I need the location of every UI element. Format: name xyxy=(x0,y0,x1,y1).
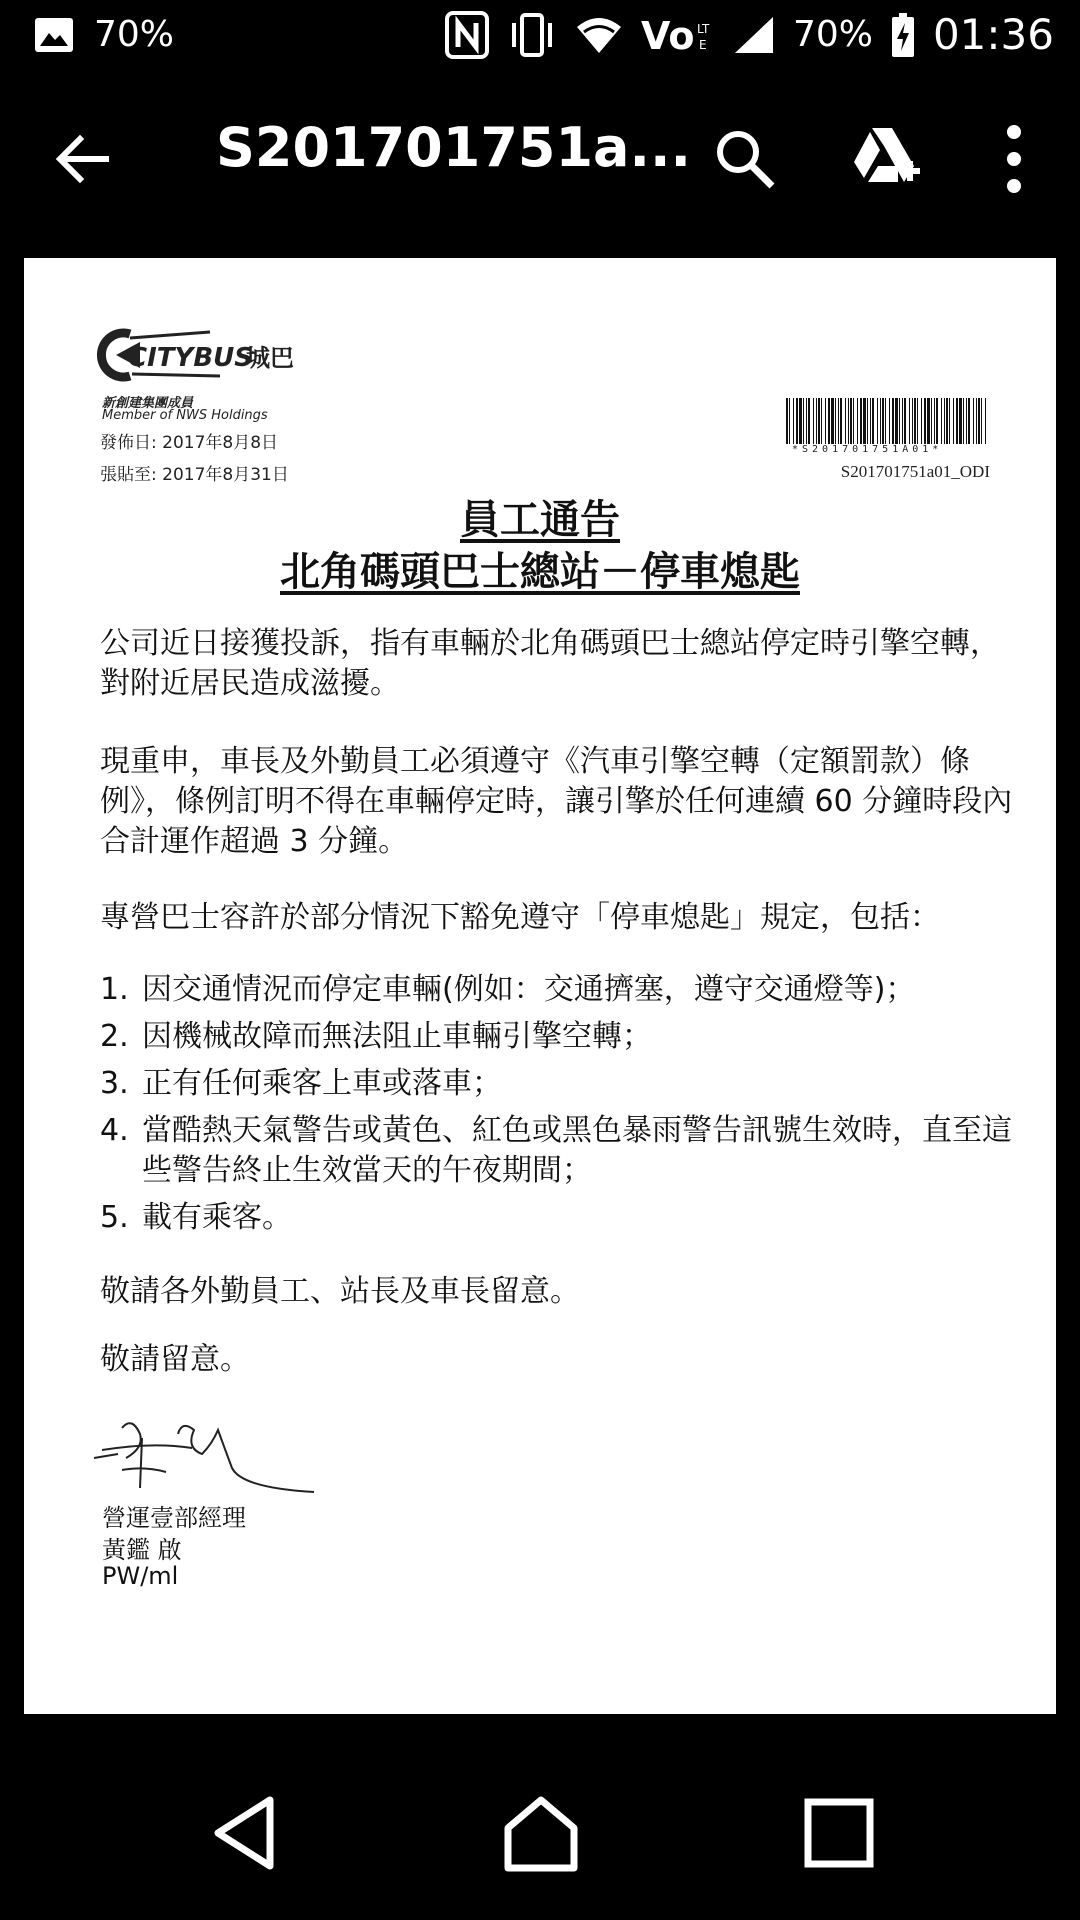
navigation-bar xyxy=(0,1752,1080,1920)
svg-text:城巴: 城巴 xyxy=(246,344,294,372)
svg-text:LT: LT xyxy=(696,21,710,36)
status-time: 01:36 xyxy=(932,10,1054,59)
status-bar-left xyxy=(34,14,174,55)
list-item: 2. 因機械故障而無法阻止車輛引擎空轉； xyxy=(100,1019,652,1054)
paragraph-regulation: 現重申，車長及外勤員工必須遵守《汽車引擎空轉（定額罰款）條例》，條例訂明不得在車輛停定時，讓引擎於任何連續 60 分鐘時段內合計運作超過 3 分鐘。 xyxy=(100,744,1013,859)
barcode-text: *S201701751A01* xyxy=(792,444,943,455)
logo-subtitle-en: Member of NWS Holdings xyxy=(102,408,268,423)
signer-name: 黃鑑 啟 xyxy=(102,1536,182,1564)
battery-percent-left: 70% xyxy=(94,14,175,55)
notice-subheading: 北角碼頭巴士總站－停車熄匙 xyxy=(280,549,800,595)
barcode xyxy=(786,398,988,444)
list-item: 4. 當酷熱天氣警告或黃色、紅色或黑色暴雨警告訊號生效時，直至這些警告終止生效當天的午夜期間； xyxy=(100,1113,1012,1188)
app-bar xyxy=(0,76,1080,236)
drive-add-icon[interactable] xyxy=(848,124,922,194)
signer-initials: PW/ml xyxy=(102,1562,179,1590)
svg-text:Vo: Vo xyxy=(640,13,695,58)
wifi-icon xyxy=(575,15,623,55)
exemption-list xyxy=(100,970,1020,1245)
signer-title: 營運壹部經理 xyxy=(102,1504,246,1532)
document-reference: S201701751a01_ODI xyxy=(840,462,990,481)
document-page[interactable] xyxy=(24,258,1056,1714)
paragraph-exemptions-intro: 專營巴士容許於部分情況下豁免遵守「停車熄匙」規定，包括： xyxy=(100,900,940,935)
back-arrow-icon[interactable] xyxy=(50,126,116,192)
citybus-logo xyxy=(100,328,320,382)
post-until-date: 張貼至: 2017年8月31日 xyxy=(100,465,289,485)
more-vert-icon[interactable] xyxy=(992,122,1036,196)
list-item: 1. 因交通情況而停定車輛(例如：交通擠塞，遵守交通燈等)； xyxy=(100,972,916,1007)
nfc-icon xyxy=(445,11,489,59)
search-icon[interactable] xyxy=(712,126,778,192)
vibrate-icon xyxy=(507,13,557,57)
image-icon xyxy=(34,17,74,53)
signal-icon xyxy=(733,15,775,55)
notice-heading: 員工通告 xyxy=(460,497,620,543)
list-item: 3. 正有任何乘客上車或落車； xyxy=(100,1066,502,1101)
nav-recents-icon[interactable] xyxy=(794,1788,884,1878)
logo-subtitle-cn: 新創建集團成員 xyxy=(102,396,194,411)
volte-icon xyxy=(641,13,715,57)
issue-date: 發佈日: 2017年8月8日 xyxy=(100,433,279,453)
battery-percent-right: 70% xyxy=(792,14,873,55)
battery-charging-icon xyxy=(891,13,915,57)
paragraph-complaint: 公司近日接獲投訴，指有車輛於北角碼頭巴士總站停定時引擎空轉，對附近居民造成滋擾。 xyxy=(100,626,1000,701)
list-item: 5. 載有乘客。 xyxy=(100,1200,292,1235)
document-title: S201701751a... xyxy=(216,116,692,179)
status-bar xyxy=(0,0,1080,76)
status-bar-right xyxy=(445,10,1054,59)
svg-text:CITYBUS: CITYBUS xyxy=(128,343,253,373)
paragraph-closing: 敬請留意。 xyxy=(100,1342,250,1377)
signature xyxy=(82,1408,332,1508)
svg-text:E: E xyxy=(698,37,707,52)
nav-back-icon[interactable] xyxy=(200,1788,290,1878)
paragraph-attention: 敬請各外勤員工、站長及車長留意。 xyxy=(100,1274,580,1309)
nav-home-icon[interactable] xyxy=(496,1788,586,1878)
